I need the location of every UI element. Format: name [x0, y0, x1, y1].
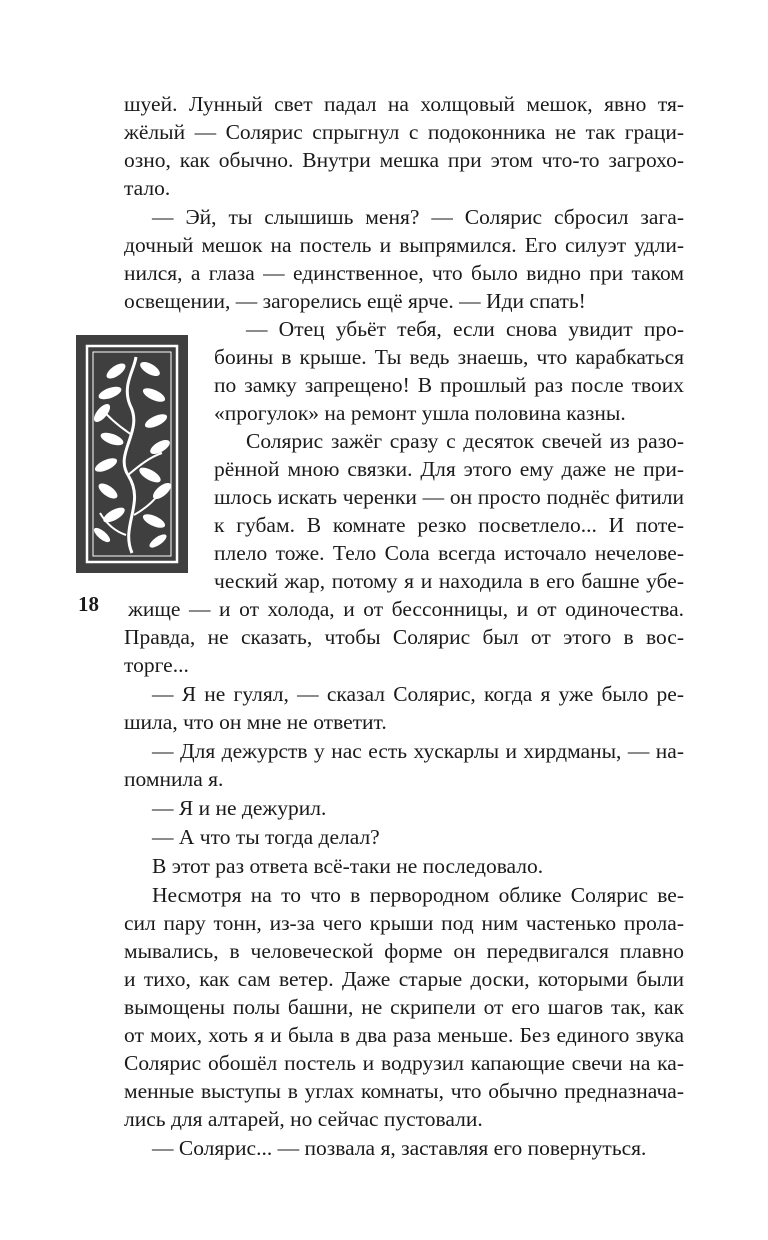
text-line: и тихо, как сам ветер. Даже старые доски, которыми были	[124, 967, 684, 991]
text-line: нился, а глаза — единственное, что было видно при таком	[124, 261, 684, 285]
text-line: «прогулок» на ремонт ушла половина казны.	[214, 401, 626, 425]
text-line: Солярис обошёл постель и водрузил капающие свечи на ка-	[124, 1051, 684, 1075]
page-number: 18	[78, 592, 99, 616]
text-line: — А что ты тогда делал?	[152, 825, 380, 849]
text-line: — Отец убьёт тебя, если снова увидит про-	[246, 317, 684, 341]
text-line: Правда, не сказать, чтобы Солярис был от этого в вос-	[124, 625, 684, 649]
text-line: озно, как обычно. Внутри мешка при этом что-то загрохо-	[124, 148, 684, 172]
text-line: — Я не гулял, — сказал Солярис, когда я уже было ре-	[152, 682, 684, 706]
text-line: от моих, хоть я и была в два раза меньше. Без единого звука	[124, 1023, 684, 1047]
text-line: жёлый — Солярис спрыгнул с подоконника не так граци-	[124, 120, 684, 144]
text-line: рённой мною связки. Для этого ему даже не при-	[214, 457, 684, 481]
text-line: жище — и от холода, и от бессонницы, и от одиночества.	[128, 597, 684, 621]
text-line: шила, что он мне не ответит.	[124, 710, 387, 734]
text-line: шуей. Лунный свет падал на холщовый мешок, явно тя-	[124, 92, 684, 116]
text-line: — Солярис... — позвала я, заставляя его повернуться.	[152, 1136, 647, 1160]
leaf-ornament-icon	[76, 335, 188, 573]
text-line: — Эй, ты слышишь меня? — Солярис сбросил зага-	[152, 205, 684, 229]
text-line: дочный мешок на постель и выпрямился. Его силуэт удли-	[124, 233, 684, 257]
text-line: сил пару тонн, из-за чего крыши под ним частенько прола-	[124, 911, 684, 935]
text-line: мывались, в человеческой форме он передвигался плавно	[124, 939, 684, 963]
text-line: вымощены полы башни, не скрипели от его шагов так, как	[124, 995, 684, 1019]
text-line: шлось искать черенки — он просто поднёс фитили	[214, 485, 684, 509]
text-line: — Для дежурств у нас есть хускарлы и хирдманы, — на-	[152, 739, 684, 763]
text-line: к губам. В комнате резко посветлело... И поте-	[214, 513, 684, 537]
text-line: Несмотря на то что в первородном облике Солярис ве-	[152, 883, 684, 907]
text-line: — Я и не дежурил.	[152, 796, 327, 820]
text-line: торге...	[124, 653, 189, 677]
text-line: менные выступы в углах комнаты, что обычно предназнача-	[124, 1079, 684, 1103]
text-line: боины в крыше. Ты ведь знаешь, что карабкаться	[214, 345, 684, 369]
text-line: В этот раз ответа всё-таки не последовало.	[152, 854, 544, 878]
text-line: лись для алтарей, но сейчас пустовали.	[124, 1107, 483, 1131]
text-line: по замку запрещено! В прошлый раз после твоих	[214, 373, 684, 397]
text-line: помнила я.	[124, 767, 224, 791]
text-line: ческий жар, потому я и находила в его башне убе-	[214, 569, 684, 593]
text-line: освещении, — загорелись ещё ярче. — Иди спать!	[124, 289, 586, 313]
text-line: тало.	[124, 176, 171, 200]
text-line: плело тоже. Тело Сола всегда источало нечелове-	[214, 541, 684, 565]
text-line: Солярис зажёг сразу с десяток свечей из разо-	[246, 429, 684, 453]
